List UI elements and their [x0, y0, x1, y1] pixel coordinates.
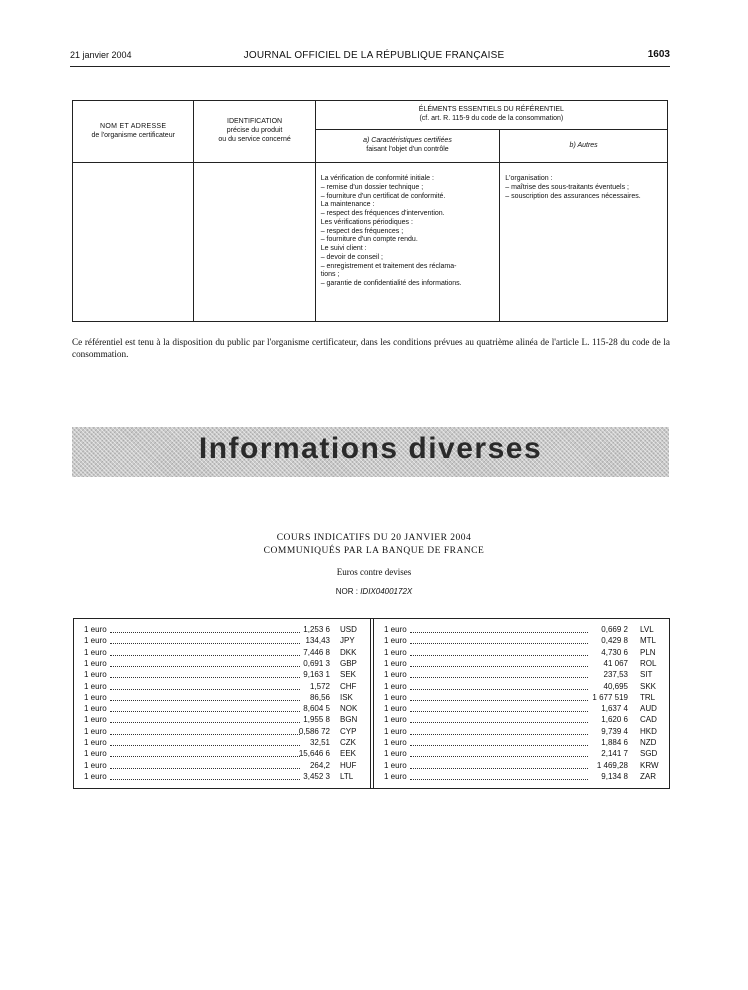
- rate-row: [384, 658, 664, 669]
- rate-value: 134,43: [305, 636, 330, 646]
- rate-label: 1 euro: [384, 670, 407, 680]
- leader-dots: [410, 666, 588, 667]
- col-header-identification: [194, 101, 315, 163]
- leader-dots: [110, 734, 300, 735]
- currency-code: TRL: [640, 692, 656, 702]
- page-number: 1603: [647, 49, 670, 60]
- rates-divider: [373, 618, 374, 789]
- leader-dots: [110, 768, 300, 769]
- rate-label: 1 euro: [384, 647, 407, 657]
- rate-label: 1 euro: [384, 625, 407, 634]
- rate-label: 1 euro: [84, 681, 107, 691]
- col3-line: – respect des fréquences ;: [320, 227, 404, 235]
- rate-row: [384, 714, 664, 725]
- currency-code: LTL: [340, 771, 354, 781]
- rate-row: [384, 624, 664, 635]
- rates-divider: [370, 618, 371, 789]
- col3-line: – enregistrement et traitement des réclama-: [320, 262, 457, 270]
- rate-value: 15,646 6: [298, 749, 330, 759]
- leader-dots: [110, 722, 300, 723]
- rate-label: 1 euro: [84, 760, 107, 770]
- rate-value: 9,163 1: [303, 670, 330, 680]
- leader-dots: [410, 632, 588, 633]
- rate-row: [384, 635, 664, 646]
- rate-row: [384, 737, 664, 748]
- rate-label: 1 euro: [84, 670, 107, 680]
- rate-value: 1,955 8: [303, 715, 330, 725]
- currency-code: GBP: [340, 658, 357, 668]
- rate-label: 1 euro: [84, 625, 107, 634]
- rate-value: 0,691 3: [303, 658, 330, 668]
- leader-dots: [110, 689, 300, 690]
- leader-dots: [110, 655, 300, 656]
- rate-value: 1,884 6: [601, 738, 628, 747]
- col3-line: – fourniture d'un compte rendu.: [320, 236, 418, 244]
- rate-value: 1 469,28: [596, 760, 628, 770]
- currency-code: HKD: [640, 726, 657, 736]
- rate-row: [84, 647, 366, 658]
- rate-value: 1,637 4: [601, 704, 628, 714]
- col2-header-line3: ou du service concerné: [218, 135, 291, 143]
- referential-note: Ce référentiel est tenu à la disposition du public par l'organisme certificateur, dans les conditions prévues au quatrième alinéa de l'article L. 115-28 du code de la consommation.: [72, 337, 670, 359]
- col2-header-line1: IDENTIFICATION: [227, 118, 283, 126]
- col3-line: – respect des fréquences d'intervention.: [320, 210, 445, 217]
- currency-code: LVL: [640, 625, 654, 634]
- col3-line: Le suivi client :: [320, 245, 367, 252]
- rate-label: 1 euro: [384, 715, 407, 725]
- currency-code: MTL: [640, 636, 656, 646]
- rate-row: [384, 748, 664, 759]
- rate-label: 1 euro: [84, 715, 107, 725]
- leader-dots: [410, 722, 588, 723]
- header-rule: [70, 66, 670, 67]
- rate-label: 1 euro: [84, 692, 107, 702]
- cell-caracteristiques: [315, 163, 500, 322]
- leader-dots: [110, 632, 300, 633]
- currency-code: SEK: [340, 670, 357, 680]
- cours-subtitle: Euros contre devises: [336, 567, 412, 577]
- rate-value: 40,695: [603, 681, 628, 691]
- rate-row: [384, 703, 664, 714]
- cours-title-line2: COMMUNIQUÉS PAR LA BANQUE DE FRANCE: [263, 546, 485, 556]
- cours-title-line1: COURS INDICATIFS DU 20 JANVIER 2004: [276, 533, 472, 543]
- col3-line: La maintenance :: [320, 201, 375, 209]
- col4-line: L'organisation :: [505, 175, 553, 182]
- rate-label: 1 euro: [384, 760, 407, 770]
- leader-dots: [110, 711, 300, 712]
- rate-value: 8,604 5: [303, 704, 330, 714]
- rate-value: 86,56: [309, 692, 330, 702]
- rate-row: [384, 647, 664, 658]
- leader-dots: [410, 655, 588, 656]
- rate-row: [84, 635, 366, 646]
- cell-identification: [194, 163, 315, 322]
- rate-row: [84, 737, 366, 748]
- currency-code: CAD: [640, 715, 657, 725]
- rate-label: 1 euro: [384, 704, 407, 714]
- nor-label: NOR :: [335, 587, 358, 596]
- nor-value: IDIX0400172X: [360, 587, 413, 596]
- leader-dots: [410, 745, 588, 746]
- currency-code: USD: [340, 625, 357, 634]
- rate-row: [384, 692, 664, 703]
- leader-dots: [410, 756, 588, 757]
- subheader-b: [500, 130, 668, 163]
- rate-row: [384, 726, 664, 737]
- leader-dots: [410, 768, 588, 769]
- leader-dots: [110, 756, 300, 757]
- sub-a-line2: faisant l'objet d'un contrôle: [366, 146, 449, 153]
- leader-dots: [410, 779, 588, 780]
- currency-code: SIT: [640, 670, 653, 680]
- currency-code: KRW: [640, 760, 659, 770]
- leader-dots: [410, 734, 588, 735]
- rate-label: 1 euro: [384, 681, 407, 691]
- rate-value: 32,51: [309, 738, 330, 747]
- rate-label: 1 euro: [84, 738, 107, 747]
- rate-label: 1 euro: [384, 726, 407, 736]
- rate-label: 1 euro: [384, 692, 407, 702]
- rate-row: [84, 692, 366, 703]
- rate-value: 7,446 8: [303, 647, 330, 657]
- rate-row: [384, 771, 664, 782]
- rate-value: 237,53: [603, 670, 628, 680]
- leader-dots: [410, 643, 588, 644]
- elements-header-line2: (cf. art. R. 115-9 du code de la consommation): [419, 115, 564, 122]
- rate-value: 9,134 8: [601, 771, 628, 781]
- col2-header-line2: précise du produit: [226, 127, 283, 135]
- rate-value: 3,452 3: [303, 771, 330, 781]
- section-banner-title: Informations diverses: [198, 432, 543, 465]
- leader-dots: [410, 677, 588, 678]
- elements-header-line1: ÉLÉMENTS ESSENTIELS DU RÉFÉRENTIEL: [418, 106, 564, 114]
- leader-dots: [410, 711, 588, 712]
- col3-line: – fourniture d'un certificat de conformité.: [320, 192, 446, 200]
- currency-code: BGN: [340, 715, 358, 725]
- rate-row: [84, 714, 366, 725]
- col3-line: – garantie de confidentialité des informations.: [320, 280, 462, 287]
- leader-dots: [110, 779, 300, 780]
- rate-value: 264,2: [309, 760, 330, 770]
- rate-value: 0,669 2: [601, 625, 628, 634]
- currency-code: NOK: [340, 704, 358, 714]
- leader-dots: [410, 689, 588, 690]
- currency-code: PLN: [640, 647, 656, 657]
- journal-title: JOURNAL OFFICIEL DE LA RÉPUBLIQUE FRANÇAISE: [243, 50, 505, 61]
- leader-dots: [110, 677, 300, 678]
- col3-line: – remise d'un dossier technique ;: [320, 183, 424, 191]
- currency-code: SGD: [640, 749, 658, 759]
- rate-label: 1 euro: [84, 658, 107, 668]
- currency-code: JPY: [340, 636, 355, 646]
- rate-row: [84, 681, 366, 692]
- leader-dots: [110, 700, 300, 701]
- col1-header-line2: de l'organisme certificateur: [91, 131, 175, 139]
- col3-line: tions ;: [320, 271, 340, 279]
- rate-label: 1 euro: [84, 726, 107, 736]
- currency-code: NZD: [640, 738, 657, 747]
- nor-reference: [0, 587, 748, 596]
- rate-label: 1 euro: [84, 771, 107, 781]
- rate-row: [84, 726, 366, 737]
- rate-label: 1 euro: [384, 658, 407, 668]
- rate-row: [84, 703, 366, 714]
- rate-row: [84, 658, 366, 669]
- leader-dots: [110, 643, 300, 644]
- rate-label: 1 euro: [84, 636, 107, 646]
- currency-code: DKK: [340, 647, 357, 657]
- col4-line: – maîtrise des sous-traitants éventuels ;: [505, 183, 629, 191]
- col3-line: – devoir de conseil ;: [320, 253, 383, 261]
- leader-dots: [110, 666, 300, 667]
- rate-row: [384, 669, 664, 680]
- header-date: 21 janvier 2004: [70, 50, 132, 60]
- cell-organisme: [73, 163, 194, 322]
- rate-row: [84, 771, 366, 782]
- sub-b-label: b) Autres: [569, 141, 598, 149]
- rate-row: [84, 748, 366, 759]
- rate-value: 2,141 7: [601, 749, 628, 759]
- sub-a-line1: a) Caractéristiques certifiées: [363, 137, 452, 145]
- leader-dots: [410, 700, 588, 701]
- rate-value: 4,730 6: [601, 647, 628, 657]
- currency-code: HUF: [340, 760, 357, 770]
- currency-code: CYP: [340, 726, 357, 736]
- rate-label: 1 euro: [384, 771, 407, 781]
- currency-code: ROL: [640, 658, 657, 668]
- rate-value: 1 677 519: [592, 692, 628, 702]
- col-header-organisme: [73, 101, 194, 163]
- rate-label: 1 euro: [384, 636, 407, 646]
- currency-code: EEK: [340, 749, 357, 759]
- rate-label: 1 euro: [384, 738, 407, 747]
- currency-code: CHF: [340, 681, 357, 691]
- rate-row: [84, 624, 366, 635]
- rate-label: 1 euro: [84, 647, 107, 657]
- rate-value: 1,572: [309, 681, 330, 691]
- col1-header-line1: NOM ET ADRESSE: [100, 122, 167, 130]
- rate-row: [84, 669, 366, 680]
- currency-code: SKK: [640, 681, 657, 691]
- currency-code: AUD: [640, 704, 657, 714]
- referential-table: [72, 100, 668, 322]
- currency-code: ISK: [340, 692, 353, 702]
- col-header-elements: [315, 101, 667, 130]
- rate-value: 41 067: [603, 658, 628, 668]
- rate-label: 1 euro: [84, 704, 107, 714]
- rate-value: 9,739 4: [601, 726, 628, 736]
- rate-value: 1,620 6: [601, 715, 628, 725]
- currency-code: ZAR: [640, 771, 656, 781]
- subheader-a: [315, 130, 500, 163]
- col4-line: – souscription des assurances nécessaires.: [505, 192, 641, 200]
- col3-line: Les vérifications périodiques :: [320, 218, 413, 226]
- rate-value: 1,253 6: [303, 625, 330, 634]
- rate-value: 0,429 8: [601, 636, 628, 646]
- currency-code: CZK: [340, 738, 356, 747]
- col3-line: La vérification de conformité initiale :: [320, 175, 434, 182]
- leader-dots: [110, 745, 300, 746]
- rate-label: 1 euro: [384, 749, 407, 759]
- rate-row: [384, 681, 664, 692]
- rate-value: 0,586 72: [298, 726, 330, 736]
- rate-row: [384, 760, 664, 771]
- rate-label: 1 euro: [84, 749, 107, 759]
- cell-autres: [500, 163, 668, 322]
- rate-row: [84, 760, 366, 771]
